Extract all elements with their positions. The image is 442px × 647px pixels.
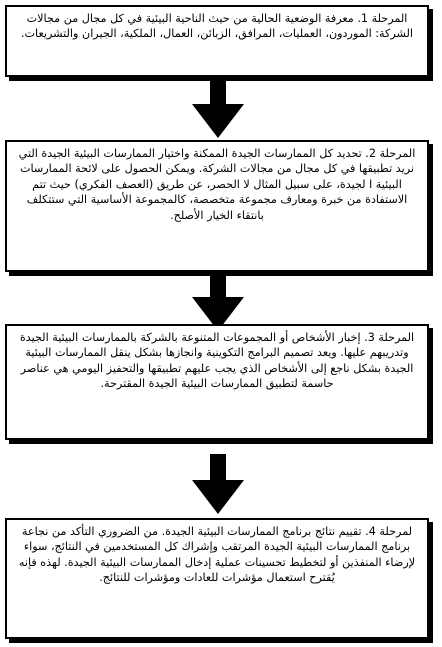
stage-2-box <box>5 140 429 272</box>
stage-3-text: المرحلة 3. إخبار الأشخاص أو المجموعات المتنوعة بالشركة بالممارسات البيئية الجيدة وتدريبهم عليها. ويعد تصميم البرامج التكوينية وانجازها بشكل ينقل الممارسات البيئية الجيدة بشكل ناجع إلى الأشخاص الذي يجب عليهم تطبيقها والتحفيز اليومي هي عناصر حاسمة لتطبيق الممارسات البيئية الجيدة المقترحة. <box>19 331 415 391</box>
down-arrow-icon <box>192 271 244 331</box>
down-arrow-icon <box>192 78 244 138</box>
stage-3-box <box>5 324 429 440</box>
stage-1-box <box>5 5 429 77</box>
stage-2-text: المرحلة 2. تحديد كل الممارسات الجيدة الممكنة واختيار الممارسات البيئية الجيدة التي نريد تطبيقها في كل مجال من مجالات الشركة. ويمكن الحصول على لائحة الممارسات البيئية ا لجيدة، على سبيل المثال لا الحصر، عن طريق (العصف الفكري) حيث تتم الاستفادة من خبرة ومعارف مجموعة متخصصة، كالمجموعة الأساسية التي ستتكلف بانتقاء الخيار الأصلح. <box>18 147 416 222</box>
stage-4-text: لمرحلة 4. تقييم نتائج برنامج الممارسات البيئية الجيدة. من الضروري التأكد من نجاعة برنامج الممارسات البيئية الجيدة المرتقب وإشراك كل المستخدمين في النتائج، سواء لإرضاء المنفذين أو لتخطيط تحسينات عملية إدخال الممارسات البيئية الجيدة. لهذه فإنه يُقترح استعمال مؤشرات للعادات ومؤشرات للنتائج. <box>18 525 416 585</box>
stage-4-box <box>5 518 429 639</box>
stage-1-text: المرحلة 1. معرفة الوضعية الحالية من حيث الناحية البيئية في كل مجال من مجالات الشركة: الموردون، العمليات، المرافق، الزبائن، العمال، الملكية، الجيران والتشريعات. <box>20 12 414 41</box>
down-arrow-icon <box>192 454 244 514</box>
